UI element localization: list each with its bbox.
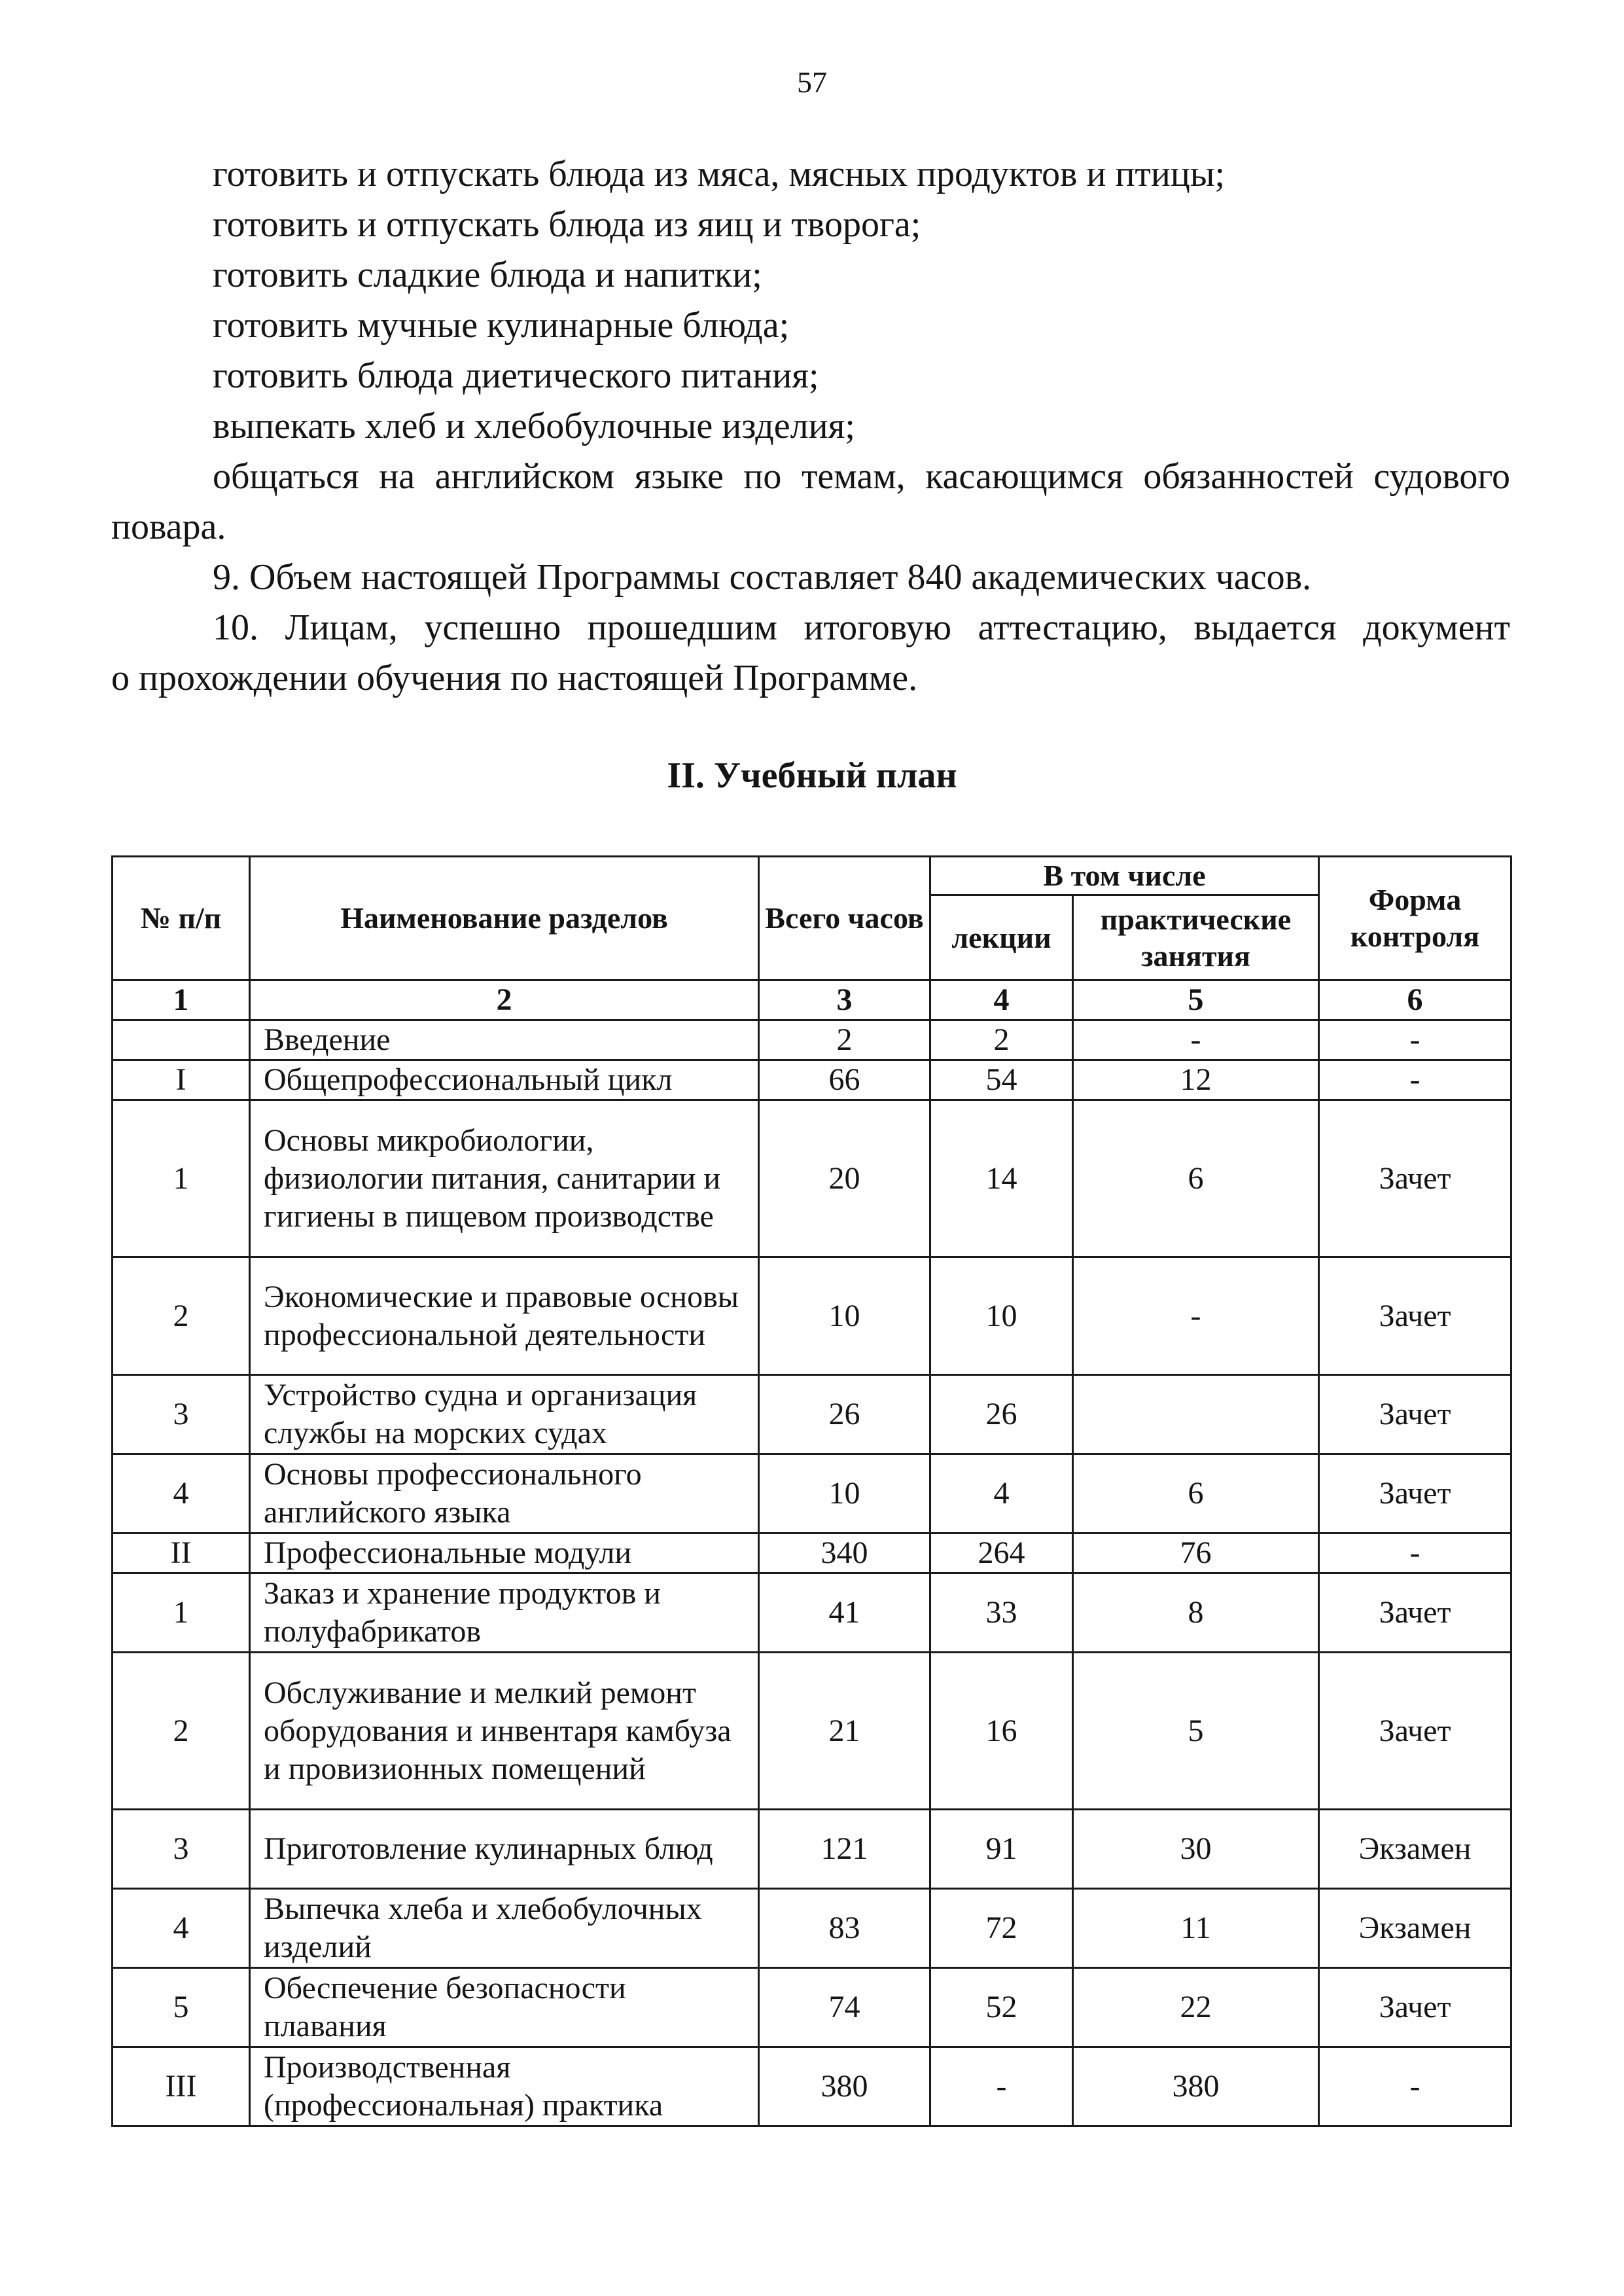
table-row: [113, 1810, 1511, 1889]
table-row: [113, 1534, 1511, 1573]
table-row: [113, 1257, 1511, 1375]
row-total-hours: 74: [759, 1968, 930, 2047]
row-control-form: Зачет: [1319, 1653, 1511, 1810]
column-number: 3: [759, 980, 930, 1020]
row-total-hours: 41: [759, 1573, 930, 1653]
row-lectures: 264: [930, 1534, 1073, 1573]
row-practice: 5: [1073, 1653, 1319, 1810]
row-name: Приготовление кулинарных блюд: [250, 1810, 759, 1889]
list-item-continuation: повара.: [111, 507, 226, 547]
row-practice: -: [1073, 1257, 1319, 1375]
row-name: Производственная (профессиональная) практика: [250, 2047, 759, 2126]
row-practice: 11: [1073, 1889, 1319, 1968]
header-num: № п/п: [113, 857, 250, 980]
header-lectures: лекции: [930, 895, 1073, 980]
column-number: 1: [113, 980, 250, 1020]
row-num: 1: [113, 1573, 250, 1653]
row-num: 5: [113, 1968, 250, 2047]
list-item: готовить и отпускать блюда из мяса, мясных продуктов и птицы;: [213, 154, 1226, 194]
row-total-hours: 2: [759, 1020, 930, 1060]
row-total-hours: 20: [759, 1100, 930, 1257]
header-total: Всего часов: [759, 857, 930, 980]
row-num: [113, 1020, 250, 1060]
row-lectures: 4: [930, 1454, 1073, 1534]
paragraph-9: 9. Объем настоящей Программы составляет 840 академических часов.: [213, 557, 1312, 598]
list-item: готовить блюда диетического питания;: [213, 355, 819, 396]
row-lectures: 10: [930, 1257, 1073, 1375]
row-lectures: 91: [930, 1810, 1073, 1889]
table-row: [113, 1454, 1511, 1534]
row-control-form: -: [1319, 1020, 1511, 1060]
header-name: Наименование разделов: [250, 857, 759, 980]
list-item: готовить мучные кулинарные блюда;: [213, 305, 790, 346]
row-num: 4: [113, 1889, 250, 1968]
row-lectures: 33: [930, 1573, 1073, 1653]
table-row: [113, 1573, 1511, 1653]
table-row: [113, 1375, 1511, 1454]
table-row: [113, 1653, 1511, 1810]
row-total-hours: 380: [759, 2047, 930, 2126]
header-practice: практические занятия: [1073, 895, 1319, 980]
row-total-hours: 121: [759, 1810, 930, 1889]
row-practice: 380: [1073, 2047, 1319, 2126]
row-control-form: Зачет: [1319, 1375, 1511, 1454]
row-total-hours: 66: [759, 1060, 930, 1100]
row-practice: 30: [1073, 1810, 1319, 1889]
row-name: Введение: [250, 1020, 759, 1060]
row-lectures: -: [930, 2047, 1073, 2126]
row-total-hours: 21: [759, 1653, 930, 1810]
row-control-form: -: [1319, 2047, 1511, 2126]
row-lectures: 54: [930, 1060, 1073, 1100]
row-name: Заказ и хранение продуктов и полуфабрикатов: [250, 1573, 759, 1653]
row-total-hours: 340: [759, 1534, 930, 1573]
list-item: выпекать хлеб и хлебобулочные изделия;: [213, 406, 855, 446]
row-num: 4: [113, 1454, 250, 1534]
row-control-form: Зачет: [1319, 1573, 1511, 1653]
list-item: готовить и отпускать блюда из яиц и творога;: [213, 204, 921, 245]
row-num: III: [113, 2047, 250, 2126]
table-row: [113, 1100, 1511, 1257]
row-total-hours: 10: [759, 1257, 930, 1375]
row-lectures: 26: [930, 1375, 1073, 1454]
list-item: общаться на английском языке по темам, касающимся обязанностей судового: [213, 456, 1510, 497]
paragraph-10-continuation: о прохождении обучения по настоящей Программе.: [111, 658, 918, 698]
row-name: Выпечка хлеба и хлебобулочных изделий: [250, 1889, 759, 1968]
row-name: Обслуживание и мелкий ремонт оборудования и инвентаря камбуза и провизионных помещений: [250, 1653, 759, 1810]
column-number: 5: [1073, 980, 1319, 1020]
row-num: 1: [113, 1100, 250, 1257]
row-lectures: 2: [930, 1020, 1073, 1060]
row-practice: [1073, 1375, 1319, 1454]
row-control-form: Зачет: [1319, 1454, 1511, 1534]
curriculum-table: [111, 855, 1512, 2127]
row-control-form: -: [1319, 1534, 1511, 1573]
row-lectures: 16: [930, 1653, 1073, 1810]
row-lectures: 72: [930, 1889, 1073, 1968]
row-num: 3: [113, 1375, 250, 1454]
row-total-hours: 10: [759, 1454, 930, 1534]
body-text: [111, 149, 1510, 704]
row-name: Устройство судна и организация службы на морских судах: [250, 1375, 759, 1454]
row-num: 2: [113, 1257, 250, 1375]
list-item: готовить сладкие блюда и напитки;: [213, 255, 762, 295]
table-row: [113, 1968, 1511, 2047]
table-row: [113, 1889, 1511, 1968]
row-control-form: Зачет: [1319, 1968, 1511, 2047]
row-num: 2: [113, 1653, 250, 1810]
column-number: 2: [250, 980, 759, 1020]
row-num: I: [113, 1060, 250, 1100]
row-name: Основы микробиологии, физиологии питания, санитарии и гигиены в пищевом производстве: [250, 1100, 759, 1257]
column-number-row: [113, 980, 1511, 1020]
row-num: 3: [113, 1810, 250, 1889]
row-control-form: -: [1319, 1060, 1511, 1100]
row-control-form: Зачет: [1319, 1257, 1511, 1375]
row-control-form: Экзамен: [1319, 1889, 1511, 1968]
page-number: 57: [797, 65, 827, 99]
row-num: II: [113, 1534, 250, 1573]
paragraph-10: 10. Лицам, успешно прошедшим итоговую аттестацию, выдается документ: [213, 607, 1510, 648]
row-practice: 12: [1073, 1060, 1319, 1100]
row-name: Профессиональные модули: [250, 1534, 759, 1573]
row-practice: 6: [1073, 1100, 1319, 1257]
row-practice: -: [1073, 1020, 1319, 1060]
table-row: [113, 2047, 1511, 2126]
row-control-form: Экзамен: [1319, 1810, 1511, 1889]
row-practice: 22: [1073, 1968, 1319, 2047]
row-control-form: Зачет: [1319, 1100, 1511, 1257]
section-title: II. Учебный план: [667, 755, 957, 796]
column-number: 4: [930, 980, 1073, 1020]
row-practice: 6: [1073, 1454, 1319, 1534]
row-name: Экономические и правовые основы профессиональной деятельности: [250, 1257, 759, 1375]
header-control: Форма контроля: [1319, 857, 1511, 980]
row-lectures: 14: [930, 1100, 1073, 1257]
column-number: 6: [1319, 980, 1511, 1020]
table-row: [113, 1020, 1511, 1060]
table-row: [113, 1060, 1511, 1100]
row-name: Обеспечение безопасности плавания: [250, 1968, 759, 2047]
row-name: Общепрофессиональный цикл: [250, 1060, 759, 1100]
row-name: Основы профессионального английского языка: [250, 1454, 759, 1534]
header-including: В том числе: [930, 857, 1319, 895]
row-total-hours: 83: [759, 1889, 930, 1968]
row-total-hours: 26: [759, 1375, 930, 1454]
row-practice: 76: [1073, 1534, 1319, 1573]
row-practice: 8: [1073, 1573, 1319, 1653]
row-lectures: 52: [930, 1968, 1073, 2047]
